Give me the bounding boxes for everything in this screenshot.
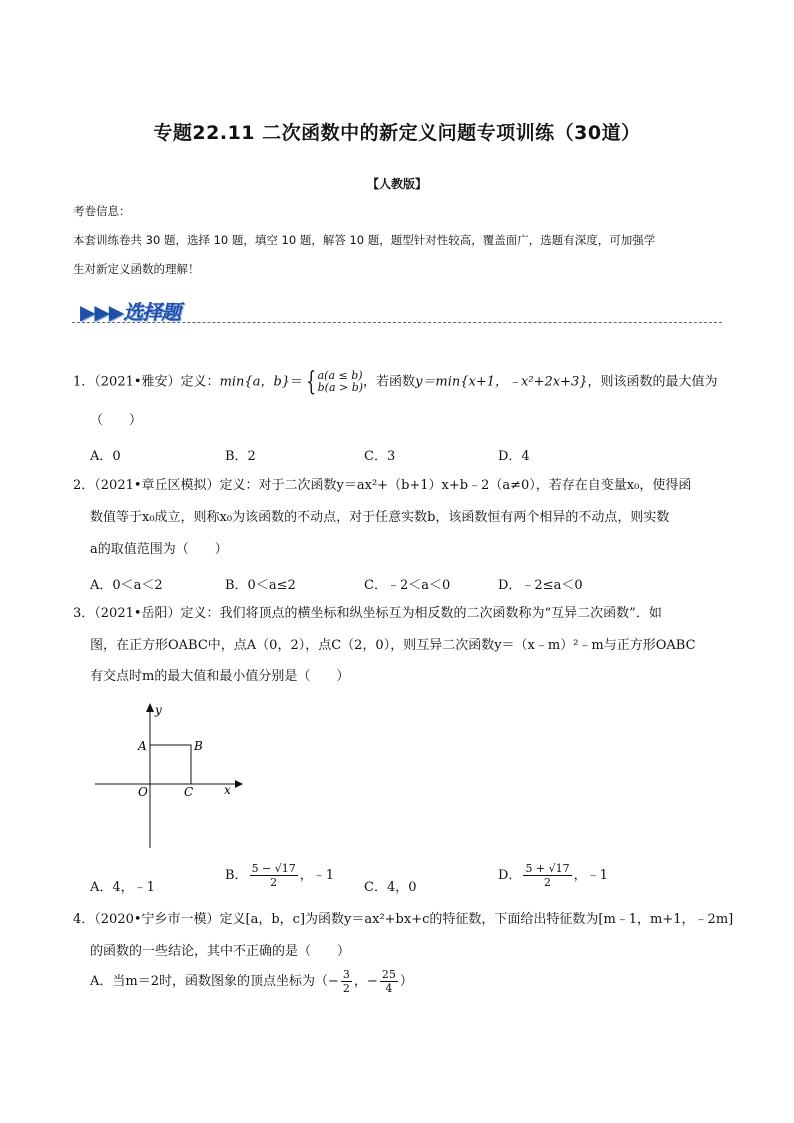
- section-divider: [72, 322, 722, 323]
- denominator: 2: [342, 982, 350, 995]
- section-title: [80, 296, 180, 325]
- question-3-line-1: [73, 605, 662, 623]
- fraction: [523, 862, 571, 889]
- question-2-line-1: [73, 477, 691, 495]
- arrow-icon: ▶▶▶: [80, 300, 124, 324]
- question-text: （2020•宁乡市一模）定义[a，b，c]为函数y＝ax²+bx+c的特征数，下面给出特征数为[m﹣1，m+1，﹣2m]: [94, 912, 734, 927]
- point-c-label: C: [184, 785, 194, 799]
- y-axis-label: y: [155, 703, 162, 717]
- option-d[interactable]: [498, 862, 608, 889]
- option-text: ，: [353, 974, 367, 989]
- question-text: 定义：: [180, 374, 220, 390]
- brace-icon: {: [306, 367, 317, 397]
- origin-label: O: [138, 785, 148, 799]
- numerator: 3: [342, 968, 350, 981]
- edition-label: 【人教版】: [366, 177, 427, 191]
- option-b[interactable]: B．2: [225, 449, 256, 464]
- fraction: [380, 968, 398, 995]
- option-c[interactable]: C．3: [364, 449, 396, 464]
- question-3-line-2: 图，在正方形OABC中，点A（0，2），点C（2，0），则互异二次函数y＝（x﹣m）²﹣m与正方形OABC: [90, 638, 696, 653]
- exam-info-line-2: 生对新定义函数的理解！: [73, 262, 200, 276]
- question-source: （2021•雅安）: [94, 374, 181, 390]
- piecewise-cases: [318, 370, 363, 394]
- question-number: 1．: [73, 374, 95, 390]
- question-text: （2021•岳阳）定义：我们将顶点的横坐标和纵坐标互为相反数的二次函数称为“互异二次函数”．如: [94, 606, 662, 621]
- y-axis-arrow-icon: [146, 703, 154, 712]
- question-number: 3．: [73, 606, 95, 621]
- math-symbol: −: [366, 974, 378, 989]
- x-axis-label: x: [224, 783, 231, 797]
- denominator: 2: [270, 876, 278, 889]
- section-banner: [72, 295, 722, 327]
- option-d[interactable]: D．﹣2≤a＜0: [498, 578, 583, 593]
- square-oabc: [150, 745, 191, 784]
- denominator: 2: [544, 876, 552, 889]
- question-1: [73, 369, 718, 395]
- option-d[interactable]: D．4: [498, 449, 530, 464]
- option-a[interactable]: A．0: [90, 449, 121, 464]
- square-diagram: [90, 698, 250, 858]
- numerator: 5 − √17: [251, 862, 296, 875]
- option-c[interactable]: C．﹣2＜a＜0: [364, 578, 451, 593]
- exam-info-heading: 考卷信息：: [73, 204, 131, 218]
- question-text: ，若函数: [363, 374, 416, 390]
- option-a[interactable]: A．0＜a＜2: [90, 578, 163, 593]
- option-b[interactable]: B．0＜a≤2: [225, 578, 296, 593]
- option-b[interactable]: [225, 862, 334, 889]
- question-4-line-2: 的函数的一些结论，其中不正确的是（ ）: [90, 944, 351, 959]
- math-symbol: ＝: [290, 374, 304, 390]
- case-line: b(a > b): [317, 381, 364, 394]
- option-a[interactable]: [90, 968, 413, 995]
- option-text: ，﹣1: [299, 868, 335, 883]
- point-a-label: A: [138, 739, 147, 753]
- option-text: ）: [399, 974, 413, 989]
- question-2-line-3: a的取值范围为（ ）: [90, 542, 228, 557]
- math-expression: min{a，b}: [219, 374, 291, 390]
- question-2-line-2: 数值等于x₀成立，则称x₀为该函数的不动点，对于任意实数b，该函数恒有两个相异的不动点，则实数: [90, 510, 670, 525]
- exam-info-line-1: 本套训练卷共 30 题，选择 10 题，填空 10 题，解答 10 题，题型针对性较高，覆盖面广，选题有深度，可加强学: [73, 233, 656, 247]
- option-label: D．: [498, 868, 522, 883]
- numerator: 5 + √17: [525, 862, 570, 875]
- option-text: ，﹣1: [573, 868, 608, 883]
- section-label: 选择题: [123, 300, 181, 324]
- fraction: [341, 968, 352, 995]
- point-b-label: B: [194, 739, 203, 753]
- denominator: 4: [385, 982, 393, 995]
- answer-paren: （ ）: [90, 413, 143, 428]
- question-text: ，则该函数的最大值为: [587, 374, 718, 390]
- option-a[interactable]: A．4，﹣1: [90, 880, 155, 895]
- math-symbol: −: [328, 974, 339, 989]
- x-axis-arrow-icon: [235, 780, 243, 788]
- question-number: 2．: [73, 478, 95, 493]
- question-3-line-3: 有交点时m的最大值和最小值分别是（ ）: [90, 669, 350, 684]
- numerator: 25: [381, 968, 396, 981]
- case-line: a(a ≤ b): [317, 369, 363, 382]
- question-number: 4．: [73, 912, 95, 927]
- fraction: [250, 862, 298, 889]
- page-title: 专题22.11 二次函数中的新定义问题专项训练（30道）: [153, 122, 641, 144]
- question-text: （2021•章丘区模拟）定义：对于二次函数y＝ax²+（b+1）x+b﹣2（a≠0），若存在自变量x₀，使得函: [94, 478, 692, 493]
- option-c[interactable]: C．4，0: [364, 880, 417, 895]
- option-label: B．: [225, 868, 248, 883]
- math-expression: y＝min{x+1，﹣x²+2x+3}: [415, 374, 588, 390]
- option-text: A．当m＝2时，函数图象的顶点坐标为（: [90, 974, 328, 989]
- question-4-line-1: [73, 911, 733, 929]
